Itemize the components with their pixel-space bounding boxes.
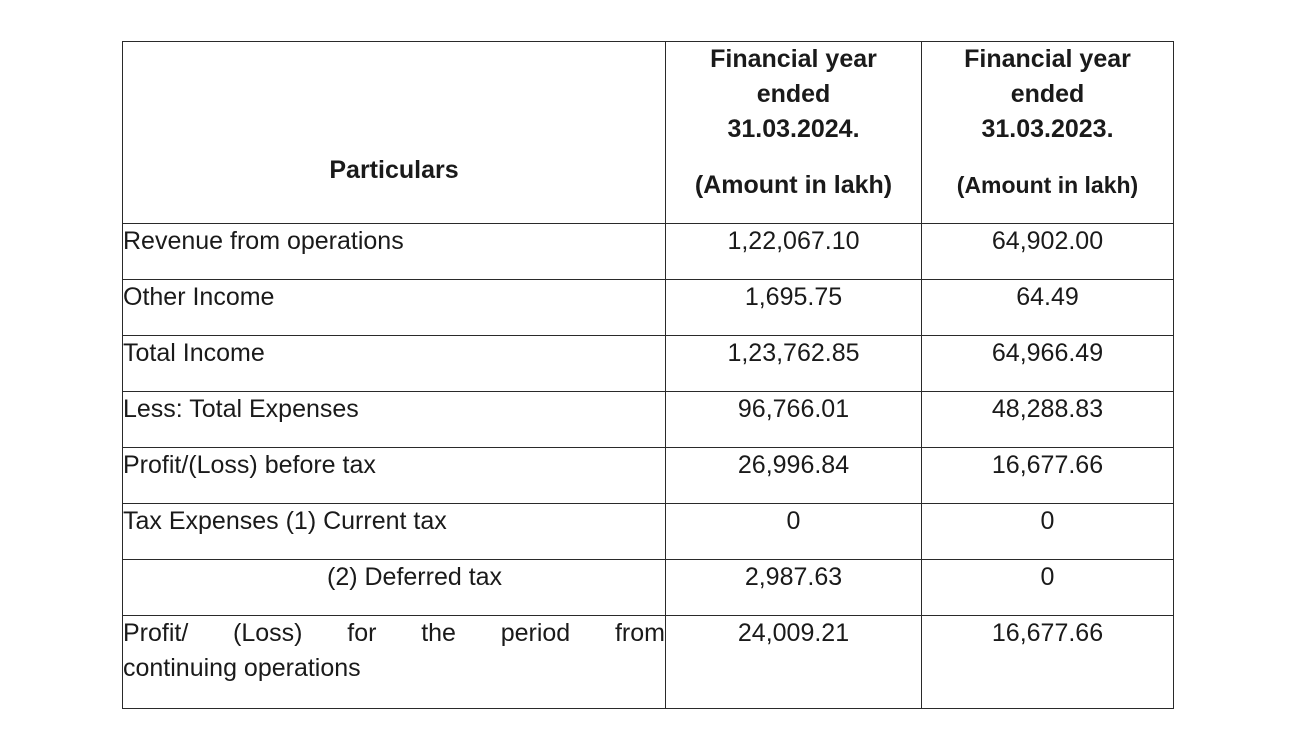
label-word: from [614,619,665,647]
fy2023-header-line2: ended [1010,80,1085,108]
fy2024-value: 1,22,067.10 [666,224,922,280]
row-label-line2: continuing operations [123,654,361,682]
table-row-total-expenses [123,392,1174,448]
fy2024-value: 96,766.01 [666,392,922,448]
table-row-deferred-tax [123,560,1174,616]
fy2024-value: 1,695.75 [666,280,922,336]
fy2023-value: 16,677.66 [922,616,1174,709]
fy2023-value: 64,902.00 [922,224,1174,280]
fy2024-value: 1,23,762.85 [666,336,922,392]
fy2024-unit: (Amount in lakh) [694,171,893,199]
table-row-revenue [123,224,1174,280]
row-label: Total Income [123,336,666,392]
fy2023-value: 48,288.83 [922,392,1174,448]
fy2023-value: 0 [922,504,1174,560]
row-label: Tax Expenses (1) Current tax [123,504,666,560]
fy2024-header-line1: Financial year [710,45,877,73]
label-word: for [347,619,377,647]
label-word: period [500,619,571,647]
label-word: the [421,619,456,647]
particulars-header-label: Particulars [329,156,459,184]
label-word: Profit/ [123,619,189,647]
table-row-profit-continuing [123,616,1174,709]
fy2024-value: 0 [666,504,922,560]
fy2023-unit: (Amount in lakh) [956,172,1139,198]
fy2023-value: 64.49 [922,280,1174,336]
fy2024-value: 24,009.21 [666,616,922,709]
particulars-header [123,42,666,224]
fy2023-value: 64,966.49 [922,336,1174,392]
row-label: Revenue from operations [123,224,666,280]
fy2024-header-line3: 31.03.2024. [727,115,860,143]
table-header-row [123,42,1174,224]
fy2023-header-line3: 31.03.2023. [981,115,1114,143]
label-word: (Loss) [233,619,303,647]
table-row-profit-before-tax [123,448,1174,504]
row-label-profit-continuing [123,616,666,709]
fy2024-header-line2: ended [756,80,831,108]
row-label: Profit/(Loss) before tax [123,448,666,504]
fy2023-header-line1: Financial year [964,45,1131,73]
fy2023-value: 0 [922,560,1174,616]
row-label: Other Income [123,280,666,336]
row-label: (2) Deferred tax [123,560,666,616]
row-label-line1 [123,616,665,651]
fy2024-value: 2,987.63 [666,560,922,616]
table-row-other-income [123,280,1174,336]
fy2024-value: 26,996.84 [666,448,922,504]
table-row-current-tax [123,504,1174,560]
table-row-total-income [123,336,1174,392]
fy2024-header [666,42,922,224]
fy2023-value: 16,677.66 [922,448,1174,504]
financial-results-table [122,41,1174,709]
fy2023-header [922,42,1174,224]
row-label: Less: Total Expenses [123,392,666,448]
